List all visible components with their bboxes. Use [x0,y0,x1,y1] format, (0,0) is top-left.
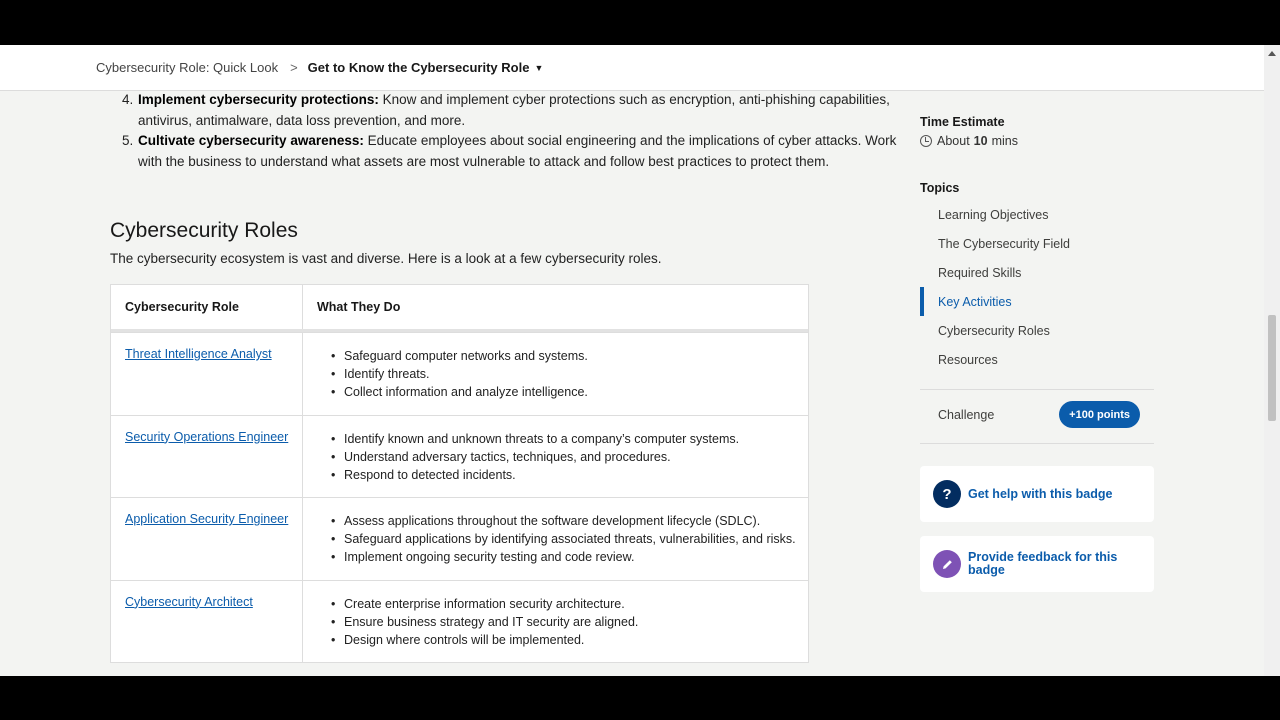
scroll-up-arrow-icon[interactable] [1268,51,1276,56]
table-row [111,497,808,580]
question-icon: ? [933,480,961,508]
list-item-title: Cultivate cybersecurity awareness: [138,133,364,148]
role-link[interactable]: Security Operations Engineer [125,429,289,444]
article-content [110,90,900,172]
list-item-number: 5. [122,133,134,148]
key-activities-list [110,90,900,172]
breadcrumb-current[interactable]: Get to Know the Cybersecurity Role [307,60,530,75]
table-row [111,332,808,415]
header-role: Cybersecurity Role [111,285,303,329]
header-what-they-do: What They Do [317,300,401,314]
list-item-number: 4. [122,92,134,107]
table-row [111,415,808,498]
caret-down-icon[interactable]: ▼ [534,62,544,73]
list-item: • Understand adversary tactics, techniques, and procedures. [344,448,808,466]
list-item: • Assess applications throughout the software development lifecycle (SDLC). [344,512,808,530]
points-badge[interactable]: +100 points [1059,401,1140,428]
list-item: • Design where controls will be implemented. [344,631,808,649]
list-item: • Identify threats. [344,365,808,383]
time-number: 10 [973,134,988,148]
list-item: • Safeguard applications by identifying associated threats, vulnerabilities, and risks. [344,530,808,548]
page-viewport [0,45,1280,676]
challenge-row[interactable] [920,401,1154,428]
role-link[interactable]: Threat Intelligence Analyst [125,347,272,361]
topic-learning-objectives[interactable]: Learning Objectives [938,207,1049,222]
list-item: • Collect information and analyze intelligence. [344,383,808,401]
help-link[interactable]: Get help with this badge [968,486,1113,501]
role-link[interactable]: Cybersecurity Architect [125,594,253,609]
section-intro: The cybersecurity ecosystem is vast and diverse. Here is a look at a few cybersecurity roles. [110,251,662,266]
list-item: • Create enterprise information security architecture. [344,595,808,613]
topic-key-activities[interactable]: Key Activities [920,287,1154,316]
list-item: • Identify known and unknown threats to a company’s computer systems. [344,430,808,448]
list-item [110,131,900,172]
topics-label: Topics [920,181,960,195]
divider [920,443,1154,444]
topic-resources[interactable]: Resources [938,352,998,367]
challenge-label: Challenge [938,407,995,422]
feedback-link[interactable]: Provide feedback for this badge [968,550,1118,577]
scroll-thumb[interactable] [1268,315,1276,421]
list-item-text: Educate employees about social engineering and the implications of cyber attacks. Work with the business to understand what assets are most vulnerable to attack and follow best practices to protect them. [138,133,897,169]
section-title: Cybersecurity Roles [110,219,298,242]
table-header [111,285,808,332]
topic-cybersecurity-roles[interactable]: Cybersecurity Roles [938,323,1050,338]
breadcrumb [0,45,1264,91]
topic-the-cybersecurity-field[interactable]: The Cybersecurity Field [938,236,1070,251]
list-item-title: Implement cybersecurity protections: [138,92,379,107]
topic-required-skills[interactable]: Required Skills [938,265,1022,280]
list-item-text: Know and implement cyber protections such as encryption, anti-phishing capabilities, antivirus, antimalware, data loss prevention, and more. [138,92,890,128]
list-item: • Ensure business strategy and IT security are aligned. [344,613,808,631]
list-item [110,90,900,131]
time-unit: mins [991,134,1018,148]
time-estimate-label: Time Estimate [920,115,1005,129]
help-card[interactable] [920,466,1154,522]
breadcrumb-parent[interactable]: Cybersecurity Role: Quick Look [96,60,279,75]
chevron-right-icon: > [290,60,298,75]
role-link[interactable]: Application Security Engineer [125,512,289,526]
time-estimate-value [920,134,1018,148]
scrollbar[interactable] [1264,45,1280,676]
feedback-card[interactable] [920,536,1154,592]
topics-list [920,200,1154,374]
roles-table [110,284,809,663]
clock-icon [920,135,932,147]
time-prefix: About [937,134,970,148]
pencil-icon [933,550,961,578]
list-item: • Respond to detected incidents. [344,466,808,484]
divider [920,389,1154,390]
list-item: • Implement ongoing security testing and code review. [344,548,808,566]
list-item: • Safeguard computer networks and systems. [344,347,808,365]
table-row [111,580,808,663]
